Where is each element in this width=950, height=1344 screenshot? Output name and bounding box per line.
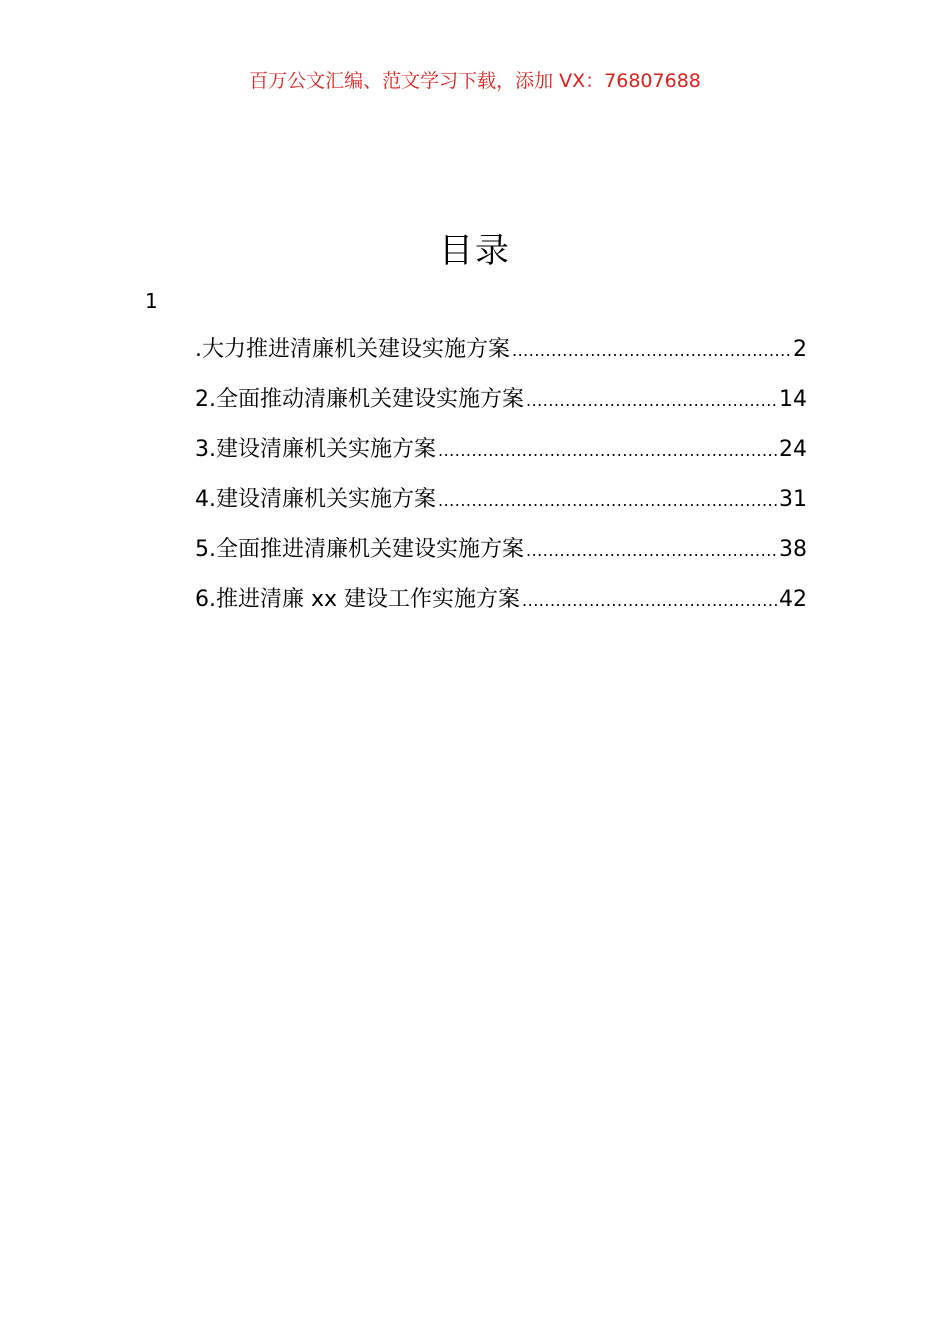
toc-entry-title: 3.建设清廉机关实施方案	[195, 437, 436, 462]
toc-entry[interactable]	[195, 384, 807, 434]
header-note: 百万公文汇编、范文学习下载，添加 VX：76807688	[249, 70, 701, 92]
table-of-contents	[195, 334, 807, 634]
toc-entry[interactable]	[195, 434, 807, 484]
toc-dot-leader	[526, 535, 777, 567]
toc-entry[interactable]	[195, 584, 807, 634]
page-title: 目录	[439, 231, 511, 271]
toc-entry-page: 14	[779, 387, 807, 412]
toc-entry-title: .大力推进清廉机关建设实施方案	[195, 337, 510, 362]
toc-entry[interactable]	[195, 334, 807, 384]
toc-entry-title: 2.全面推动清廉机关建设实施方案	[195, 387, 524, 412]
toc-dot-leader	[522, 585, 777, 617]
toc-dot-leader	[438, 485, 777, 517]
toc-entry-title: 6.推进清廉 xx 建设工作实施方案	[195, 587, 521, 612]
toc-entry-page: 24	[779, 437, 807, 462]
toc-entry-title: 4.建设清廉机关实施方案	[195, 487, 436, 512]
toc-entry-page: 2	[793, 337, 807, 362]
toc-dot-leader	[526, 385, 777, 417]
list-number: 1	[145, 289, 158, 313]
toc-entry[interactable]	[195, 534, 807, 584]
toc-entry-page: 31	[779, 487, 807, 512]
toc-entry[interactable]	[195, 484, 807, 534]
toc-entry-page: 38	[779, 537, 807, 562]
toc-dot-leader	[438, 435, 777, 467]
toc-dot-leader	[512, 335, 791, 367]
toc-entry-page: 42	[779, 587, 807, 612]
toc-entry-title: 5.全面推进清廉机关建设实施方案	[195, 537, 524, 562]
